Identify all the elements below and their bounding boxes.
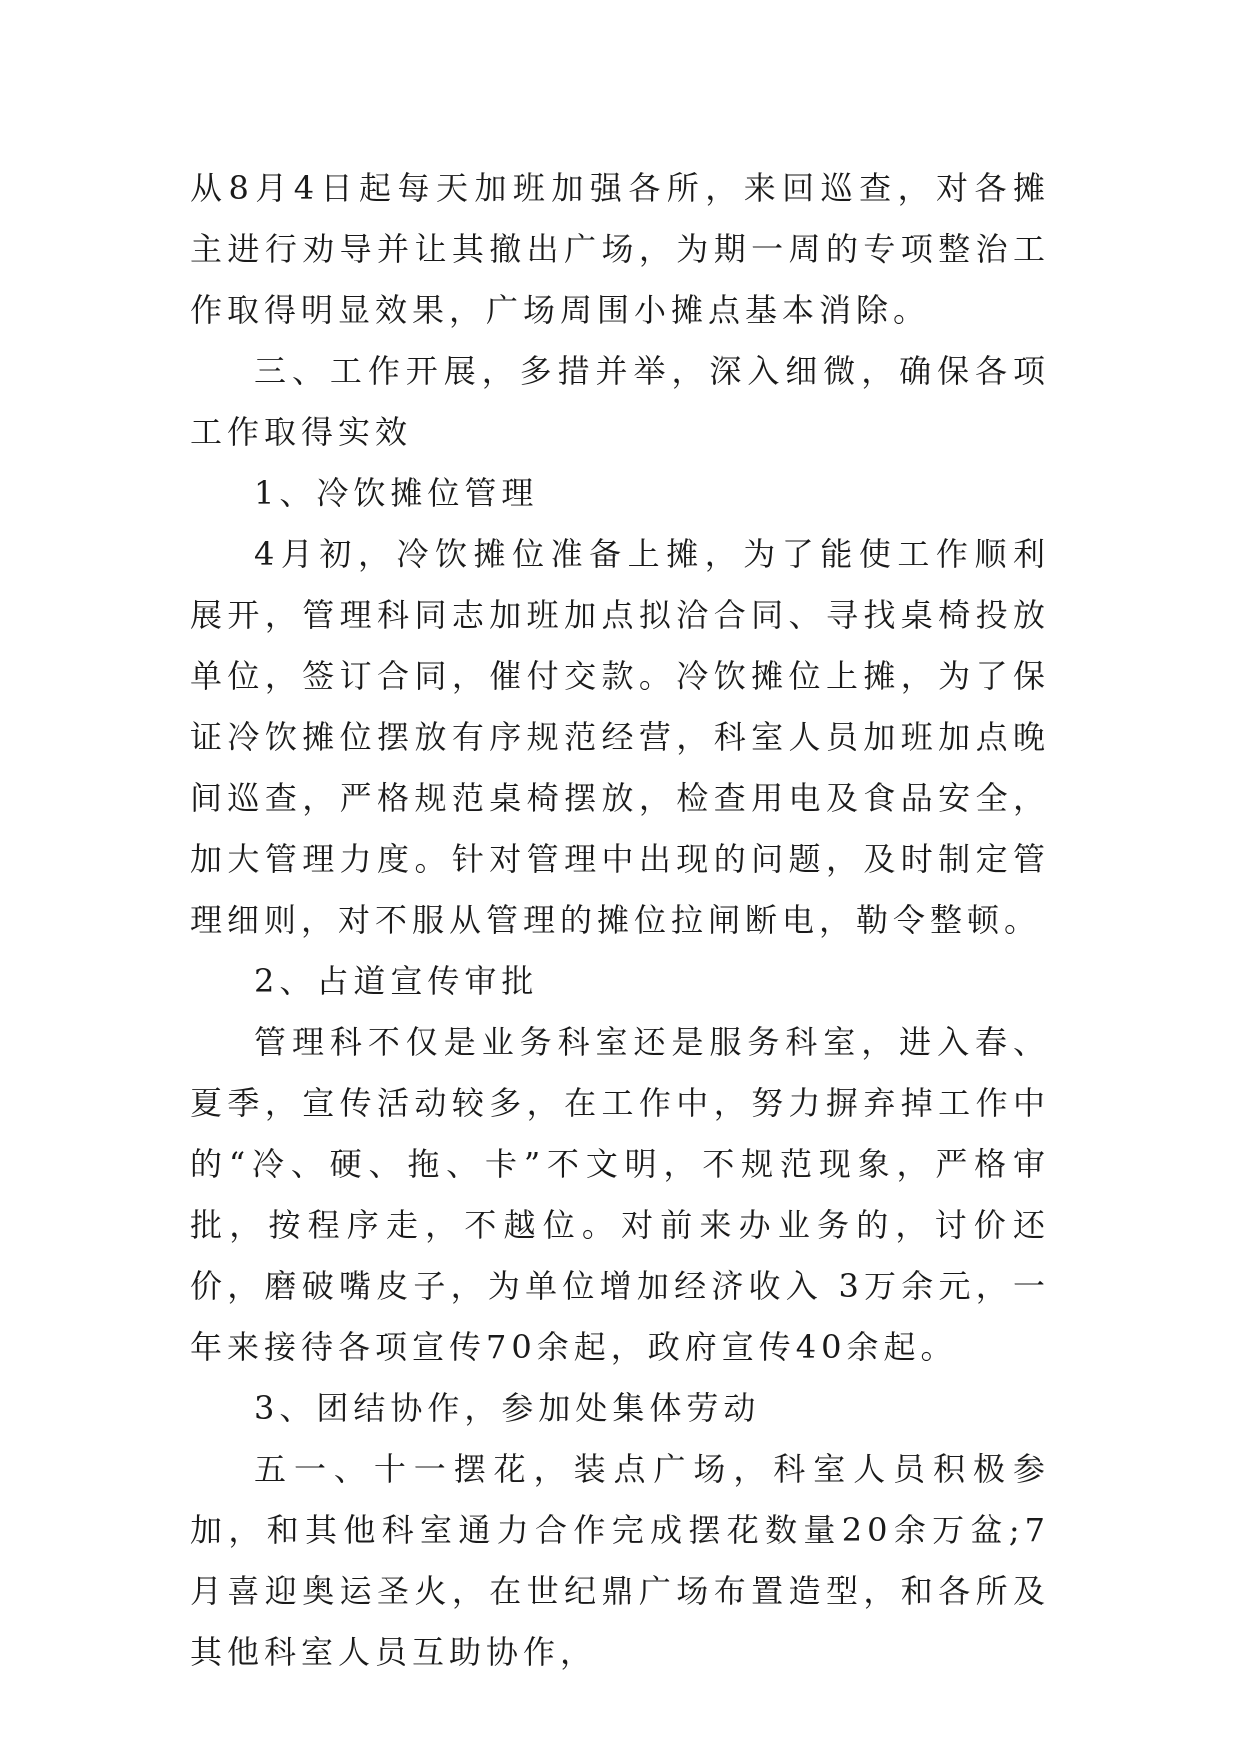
paragraph-cold-drink-stalls: 4月初，冷饮摊位准备上摊，为了能使工作顺利展开，管理科同志加班加点拟洽合同、寻找桌椅投放单位，签订合同，催付交款。冷饮摊位上摊，为了保证冷饮摊位摆放有序规范经营，科室人员加班加点晚间巡查，严格规范桌椅摆放，检查用电及食品安全，加大管理力度。针对管理中出现的问题，及时制定管理细则，对不服从管理的摊位拉闸断电，勒令整顿。 — [190, 535, 1050, 939]
paragraph-1: 从8月4日起每天加班加强各所，来回巡查，对各摊主进行劝导并让其撤出广场，为期一周的专项整治工作取得明显效果，广场周围小摊点基本消除。 — [190, 169, 1050, 329]
subheading-2: 2、占道宣传审批 — [254, 962, 539, 1000]
document-body — [190, 158, 1050, 1683]
paragraph-promotion-approval: 管理科不仅是业务科室还是服务科室，进入春、夏季，宣传活动较多，在工作中，努力摒弃掉工作中的“冷、硬、拖、卡”不文明，不规范现象，严格审批，按程序走，不越位。对前来办业务的，讨价还价，磨破嘴皮子，为单位增加经济收入 3万余元，一年来接待各项宣传70余起，政府宣传40余起。 — [190, 1023, 1050, 1366]
section-heading-3: 三、工作开展，多措并举，深入细微，确保各项工作取得实效 — [190, 352, 1050, 451]
subheading-3: 3、团结协作，参加处集体劳动 — [254, 1389, 761, 1427]
subheading-1: 1、冷饮摊位管理 — [254, 474, 539, 512]
paragraph-collective-labor: 五一、十一摆花，装点广场，科室人员积极参加，和其他科室通力合作完成摆花数量20余万盆;7月喜迎奥运圣火，在世纪鼎广场布置造型，和各所及其他科室人员互助协作， — [190, 1450, 1050, 1671]
